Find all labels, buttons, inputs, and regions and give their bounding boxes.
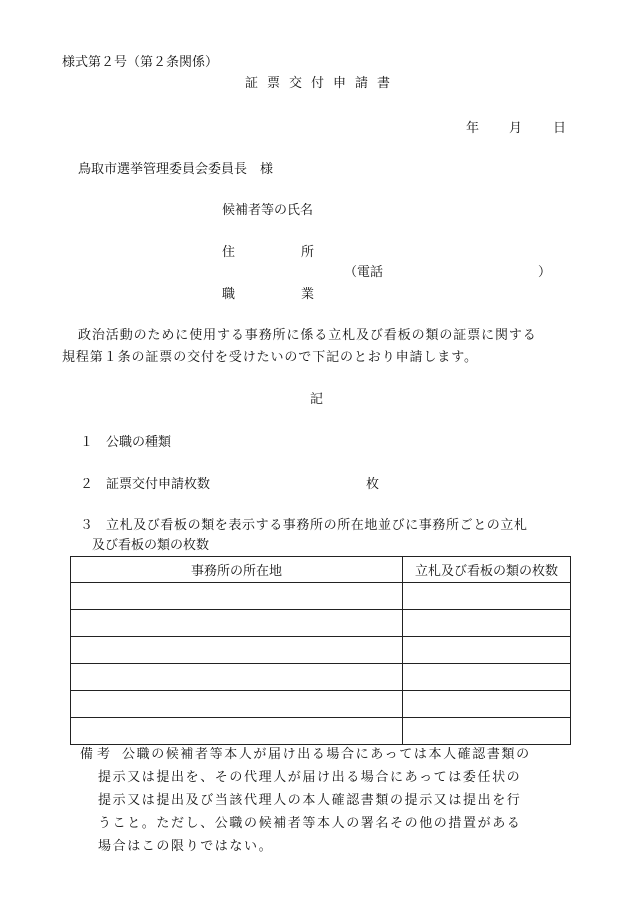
remarks-line-1: 公職の候補者等本人が届け出る場合にあっては本人確認書類の bbox=[122, 747, 531, 762]
applicant-name-label: 候補者等の氏名 bbox=[222, 203, 314, 218]
item-3-number: ３ bbox=[80, 518, 94, 533]
table-header-row bbox=[71, 557, 571, 583]
table-cell-count[interactable] bbox=[403, 664, 571, 691]
table-row bbox=[71, 718, 571, 745]
table-cell-count[interactable] bbox=[403, 637, 571, 664]
addressee: 鳥取市選挙管理委員会委員長 様 bbox=[78, 162, 274, 177]
table-cell-count[interactable] bbox=[403, 718, 571, 745]
table-row bbox=[71, 691, 571, 718]
remarks-label: 備考 bbox=[80, 747, 115, 762]
item-1-text: 公職の種類 bbox=[106, 435, 172, 450]
date-month: 月 bbox=[509, 121, 523, 136]
item-3-text: 立札及び看板の類を表示する事務所の所在地並びに事務所ごとの立札 bbox=[106, 518, 528, 533]
table-row bbox=[71, 664, 571, 691]
item-2-text: 証票交付申請枚数 bbox=[106, 477, 211, 492]
table-cell-location[interactable] bbox=[71, 718, 403, 745]
occupation-label-1: 職 bbox=[222, 287, 236, 302]
occupation-label-2: 業 bbox=[301, 287, 315, 302]
table-cell-location[interactable] bbox=[71, 610, 403, 637]
date-year: 年 bbox=[466, 121, 480, 136]
table-cell-location[interactable] bbox=[71, 637, 403, 664]
table-row bbox=[71, 610, 571, 637]
body-line-1: 政治活動のために使用する事務所に係る立札及び看板の類の証票に関する bbox=[78, 328, 537, 343]
table-cell-location[interactable] bbox=[71, 583, 403, 610]
table-cell-count[interactable] bbox=[403, 583, 571, 610]
office-table bbox=[70, 556, 571, 745]
page-title: 証票交付申請書 bbox=[245, 76, 400, 91]
body-line-2: 規程第１条の証票の交付を受けたいので下記のとおり申請します。 bbox=[62, 350, 478, 365]
form-number: 様式第２号（第２条関係） bbox=[62, 55, 219, 70]
item-3-text-2: 及び看板の類の枚数 bbox=[92, 538, 210, 553]
item-2-number: ２ bbox=[80, 477, 94, 492]
address-label-2: 所 bbox=[301, 245, 315, 260]
address-label-1: 住 bbox=[222, 245, 236, 260]
phone-open: （電話 bbox=[344, 265, 384, 280]
remarks-line-4: うこと。ただし、公職の候補者等本人の署名その他の措置がある bbox=[98, 816, 522, 831]
ki-heading: 記 bbox=[310, 392, 324, 407]
date-day: 日 bbox=[553, 121, 567, 136]
table-row bbox=[71, 637, 571, 664]
phone-close: ） bbox=[538, 265, 552, 280]
table-cell-count[interactable] bbox=[403, 610, 571, 637]
remarks-line-3: 提示又は提出及び当該代理人の本人確認書類の提示又は提出を行 bbox=[98, 793, 522, 808]
item-1-number: １ bbox=[80, 435, 94, 450]
remarks-line-5: 場合はこの限りではない。 bbox=[98, 839, 274, 854]
table-cell-count[interactable] bbox=[403, 691, 571, 718]
table-row bbox=[71, 583, 571, 610]
table-cell-location[interactable] bbox=[71, 691, 403, 718]
remarks-line-2: 提示又は提出を、その代理人が届け出る場合にあっては委任状の bbox=[98, 770, 522, 785]
item-2-unit: 枚 bbox=[366, 477, 380, 492]
table-cell-location[interactable] bbox=[71, 664, 403, 691]
table-header-count: 立札及び看板の類の枚数 bbox=[403, 557, 571, 583]
table-header-location: 事務所の所在地 bbox=[71, 557, 403, 583]
